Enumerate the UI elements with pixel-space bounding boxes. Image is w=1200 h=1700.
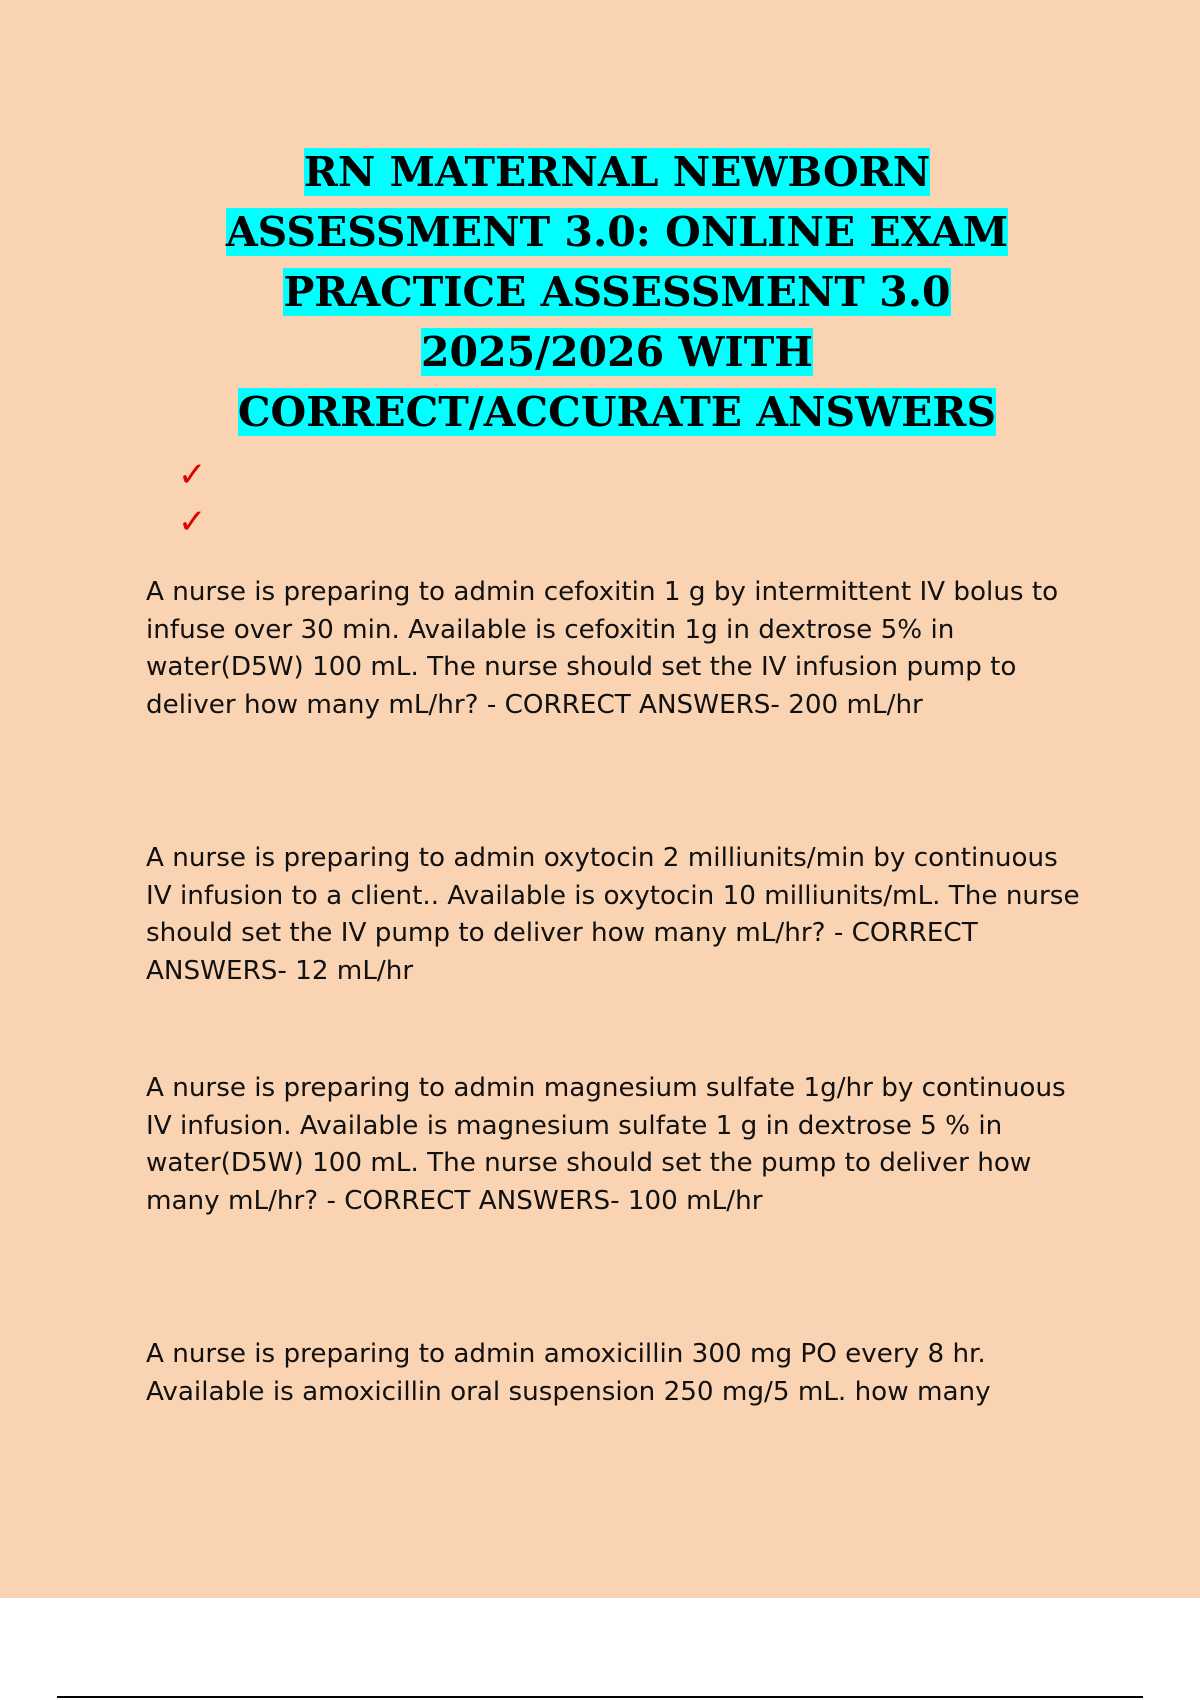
- question-answer-4: A nurse is preparing to admin amoxicillin 300 mg PO every 8 hr. Available is amoxicillin oral suspension 250 mg/5 mL. how many: [146, 1339, 991, 1407]
- title-line: ASSESSMENT 3.0: ONLINE EXAM: [225, 208, 1009, 256]
- checkmark-icon: ✓: [178, 455, 207, 495]
- question-answer-3: A nurse is preparing to admin magnesium sulfate 1g/hr by continuous IV infusion. Available is magnesium sulfate 1 g in dextrose 5 % in water(D5W) 100 mL. The nurse should set the pump to deliver how many mL/hr? - CORRECT ANSWERS- 100 mL/hr: [146, 1073, 1066, 1216]
- title-line: RN MATERNAL NEWBORN: [303, 148, 931, 196]
- title-line: CORRECT/ACCURATE ANSWERS: [237, 388, 997, 436]
- title-line: PRACTICE ASSESSMENT 3.0: [283, 268, 951, 316]
- document-title: [120, 142, 1114, 442]
- title-line: 2025/2026 WITH: [421, 328, 813, 376]
- question-answer-1: A nurse is preparing to admin cefoxitin 1 g by intermittent IV bolus to infuse over 30 min. Available is cefoxitin 1g in dextrose 5% in water(D5W) 100 mL. The nurse should set the IV infusion pump to deliver how many mL/hr? - CORRECT ANSWERS- 200 mL/hr: [146, 577, 1059, 720]
- footer-divider: [57, 1696, 1143, 1698]
- checkmark-list: [178, 452, 207, 546]
- question-answer-2: A nurse is preparing to admin oxytocin 2 milliunits/min by continuous IV infusion to a client.. Available is oxytocin 10 milliunits/mL. The nurse should set the IV pump to deliver how many mL/hr? - CORRECT ANSWERS- 12 mL/hr: [146, 843, 1080, 986]
- checkmark-icon: ✓: [178, 502, 207, 542]
